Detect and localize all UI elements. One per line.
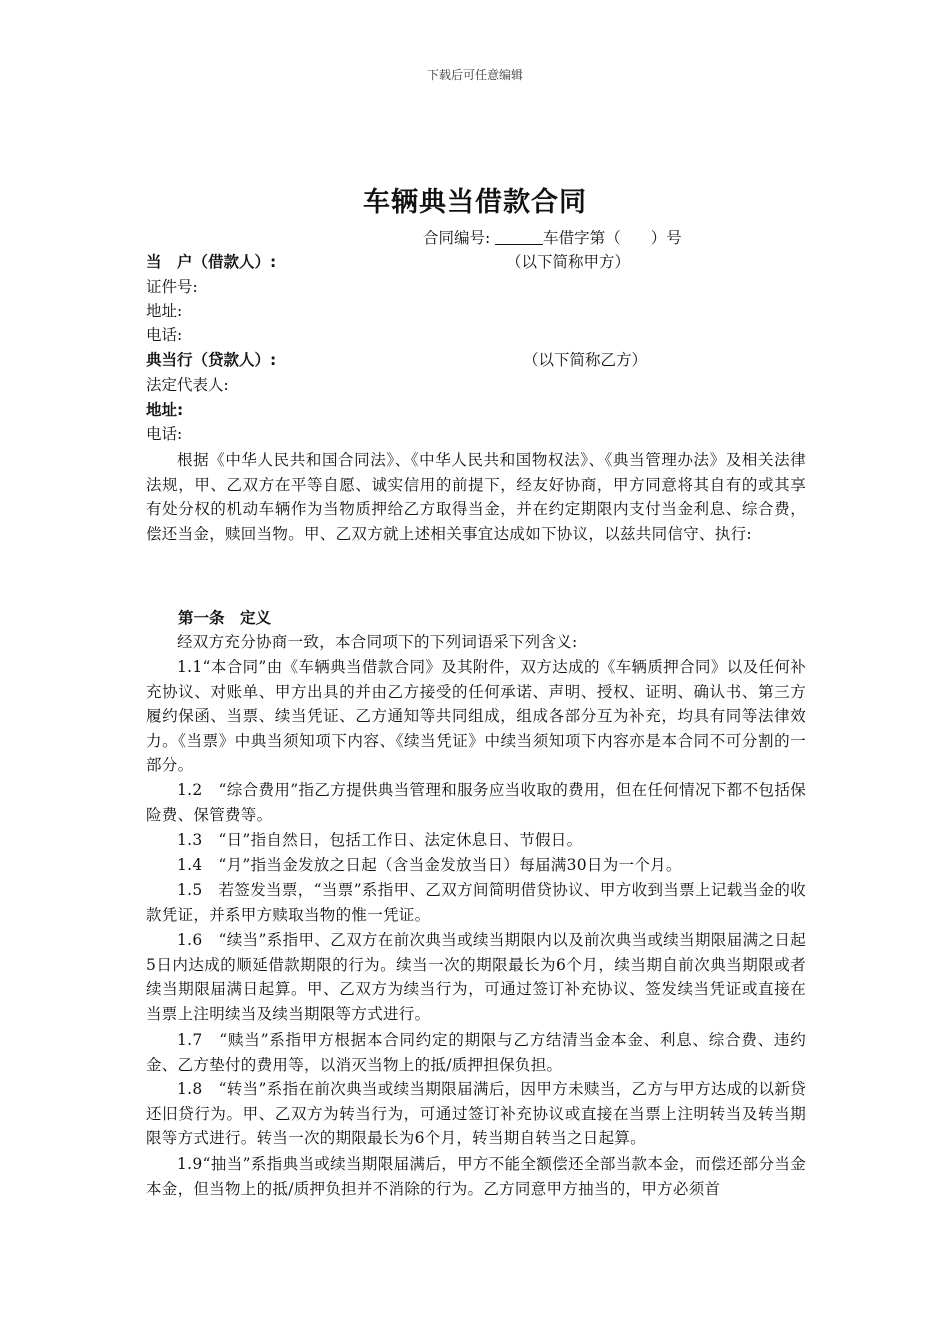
article-1-item-1-3: 1.3 “日”指自然日，包括工作日、法定休息日、节假日。 <box>177 831 583 849</box>
article-1-item-1-4: 1.4 “月”指当金发放之日起（含当金发放当日）每届满30日为一个月。 <box>177 856 682 874</box>
party-a-phone-label: 电话: <box>146 326 183 344</box>
contract-number-line <box>423 226 682 250</box>
article-1-item-1-9: 1.9“抽当”系指典当或续当期限届满后，甲方不能全额偿还全部当款本金，而偿还部分当金本金，但当物上的抵/质押负担并不消除的行为。乙方同意甲方抽当的，甲方必须首 <box>146 1155 806 1198</box>
party-b-address-label: 地址: <box>146 401 184 419</box>
article-1-item-1-2: 1.2 “综合费用”指乙方提供典当管理和服务应当收取的费用，但在任何情况下都不包括保险费、保管费等。 <box>146 781 806 824</box>
document-title: 车辆典当借款合同 <box>363 187 587 218</box>
article-1-item-1-5: 1.5 若签发当票，“当票”系指甲、乙双方间简明借贷协议、甲方收到当票上记载当金的收款凭证，并系甲方赎取当物的惟一凭证。 <box>146 881 806 924</box>
contract-number-suffix: ）号 <box>650 229 682 247</box>
party-b-note: （以下简称乙方） <box>523 351 648 369</box>
contract-number-label: 合同编号: <box>423 229 491 247</box>
party-b-rep-label: 法定代表人: <box>146 376 229 394</box>
article-1-item-1-7: 1.7 “赎当”系指甲方根据本合同约定的期限与乙方结清当金本金、利息、综合费、违约金、乙方垫付的费用等，以消灭当物上的抵/质押担保负担。 <box>146 1031 806 1074</box>
contract-number-prefix: 车借字第（ <box>543 229 621 247</box>
article-1-item-1-8: 1.8 “转当”系指在前次典当或续当期限届满后，因甲方未赎当，乙方与甲方达成的以新贷还旧贷行为。甲、乙双方为转当行为，可通过签订补充协议或直接在当票上注明转当及转当期限等方式进行。转当一次的期限最长为6个月，转当期自转当之日起算。 <box>146 1080 806 1148</box>
article-1-item-1-6: 1.6 “续当”系指甲、乙双方在前次典当或续当期限内以及前次典当或续当期限届满之日起5日内达成的顺延借款期限的行为。续当一次的期限最长为6个月，续当期自前次典当期限或者续当期限届满日起算。甲、乙双方为续当行为，可通过签订补充协议、签发续当凭证或直接在当票上注明续当及续当期限等方式进行。 <box>146 931 806 1023</box>
article-1-heading: 第一条 定义 <box>178 609 272 627</box>
article-1-intro: 经双方充分协商一致，本合同项下的下列词语采下列含义: <box>177 633 578 651</box>
party-a-label: 当 户（借款人）: <box>146 253 277 271</box>
party-b-phone-label: 电话: <box>146 425 183 443</box>
party-a-address-label: 地址: <box>146 302 183 320</box>
party-b-label: 典当行（贷款人）: <box>146 351 277 369</box>
contract-number-blank <box>495 228 543 245</box>
party-a-id-label: 证件号: <box>146 278 198 296</box>
preamble-paragraph: 根据《中华人民共和国合同法》、《中华人民共和国物权法》、《典当管理办法》及相关法律法规，甲、乙双方在平等自愿、诚实信用的前提下，经友好协商，甲方同意将其自有的或其享有处分权的机动车辆作为当物质押给乙方取得当金，并在约定期限内支付当金利息、综合费，偿还当金，赎回当物。甲、乙双方就上述相关事宜达成如下协议，以兹共同信守、执行: <box>146 451 806 543</box>
page-header: 下载后可任意编辑 <box>426 68 523 82</box>
article-1-item-1-1: 1.1“本合同”由《车辆典当借款合同》及其附件，双方达成的《车辆质押合同》以及任何补充协议、对账单、甲方出具的并由乙方接受的任何承诺、声明、授权、证明、确认书、第三方履约保函、当票、续当凭证、乙方通知等共同组成，组成各部分互为补充，均具有同等法律效力。《当票》中典当须知项下内容、《续当凭证》中续当须知项下内容亦是本合同不可分割的一部分。 <box>146 658 806 775</box>
party-a-note: （以下简称甲方） <box>506 253 631 271</box>
